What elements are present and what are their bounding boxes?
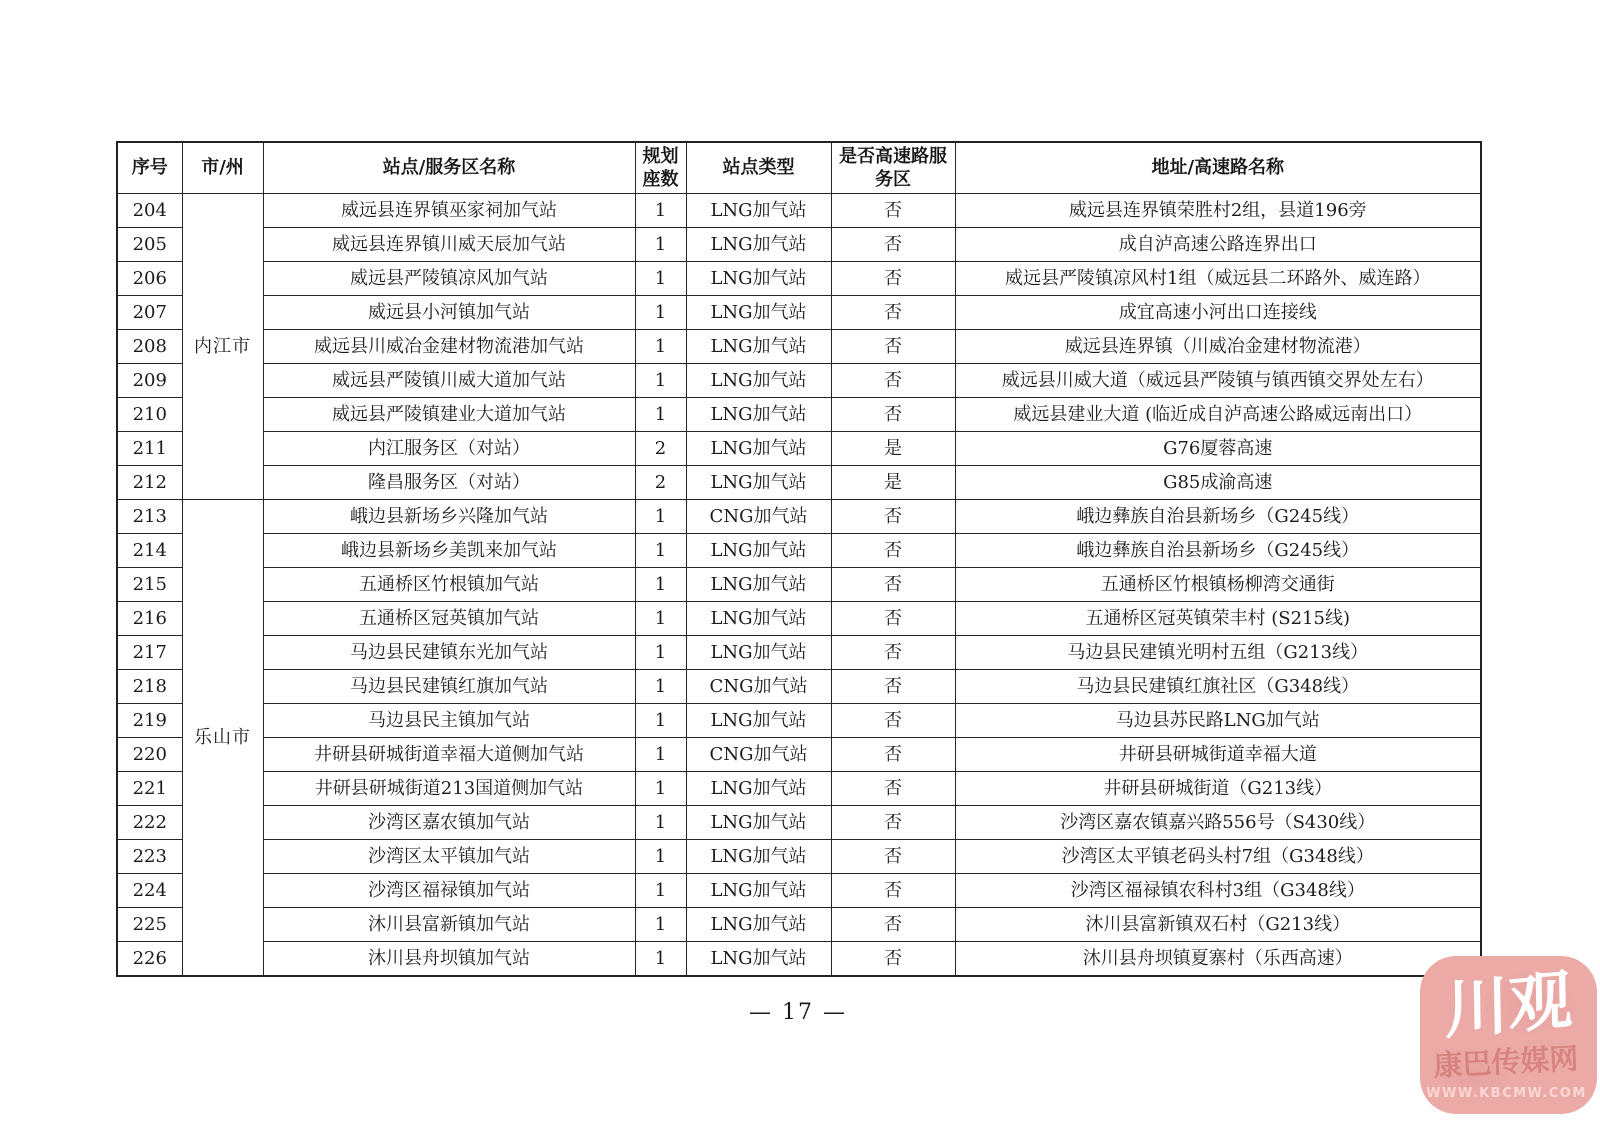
highway-flag-cell: 否	[831, 704, 955, 738]
highway-flag-cell: 否	[831, 534, 955, 568]
table-row	[117, 840, 1481, 874]
station-type-cell: LNG加气站	[686, 568, 831, 602]
table-row	[117, 568, 1481, 602]
column-header: 地址/高速路名称	[955, 142, 1481, 194]
page-number: — 17 —	[749, 1000, 847, 1025]
table-row	[117, 330, 1481, 364]
station-type-cell: LNG加气站	[686, 262, 831, 296]
table-row	[117, 772, 1481, 806]
address-cell: 成自泸高速公路连界出口	[955, 228, 1481, 262]
station-type-cell: CNG加气站	[686, 738, 831, 772]
highway-flag-cell: 否	[831, 908, 955, 942]
station-name-cell: 沙湾区太平镇加气站	[263, 840, 635, 874]
row-number-cell: 208	[117, 330, 182, 364]
row-number-cell: 211	[117, 432, 182, 466]
row-number-cell: 219	[117, 704, 182, 738]
table-row	[117, 194, 1481, 228]
address-cell: 沐川县富新镇双石村（G213线）	[955, 908, 1481, 942]
station-name-cell: 威远县严陵镇建业大道加气站	[263, 398, 635, 432]
station-name-cell: 峨边县新场乡兴隆加气站	[263, 500, 635, 534]
planned-count-cell: 2	[635, 432, 686, 466]
address-cell: 马边县民建镇红旗社区（G348线）	[955, 670, 1481, 704]
row-number-cell: 209	[117, 364, 182, 398]
station-name-cell: 马边县民建镇红旗加气站	[263, 670, 635, 704]
station-name-cell: 威远县连界镇巫家祠加气站	[263, 194, 635, 228]
station-name-cell: 五通桥区竹根镇加气站	[263, 568, 635, 602]
address-cell: 五通桥区冠英镇荣丰村 (S215线)	[955, 602, 1481, 636]
address-cell: 成宜高速小河出口连接线	[955, 296, 1481, 330]
column-header: 站点/服务区名称	[263, 142, 635, 194]
table-row	[117, 874, 1481, 908]
planned-count-cell: 1	[635, 296, 686, 330]
highway-flag-cell: 否	[831, 874, 955, 908]
highway-flag-cell: 否	[831, 942, 955, 977]
planned-count-cell: 1	[635, 908, 686, 942]
highway-flag-cell: 否	[831, 330, 955, 364]
planned-count-cell: 1	[635, 840, 686, 874]
highway-flag-cell: 否	[831, 262, 955, 296]
highway-flag-cell: 否	[831, 500, 955, 534]
row-number-cell: 221	[117, 772, 182, 806]
station-type-cell: LNG加气站	[686, 296, 831, 330]
station-type-cell: LNG加气站	[686, 534, 831, 568]
address-cell: G85成渝高速	[955, 466, 1481, 500]
row-number-cell: 217	[117, 636, 182, 670]
address-cell: 沙湾区福禄镇农科村3组（G348线）	[955, 874, 1481, 908]
column-header: 序号	[117, 142, 182, 194]
table-row	[117, 296, 1481, 330]
row-number-cell: 223	[117, 840, 182, 874]
station-name-cell: 峨边县新场乡美凯来加气站	[263, 534, 635, 568]
station-type-cell: LNG加气站	[686, 874, 831, 908]
table-row	[117, 398, 1481, 432]
station-type-cell: LNG加气站	[686, 194, 831, 228]
planned-count-cell: 1	[635, 534, 686, 568]
table-row	[117, 500, 1481, 534]
highway-flag-cell: 否	[831, 364, 955, 398]
row-number-cell: 204	[117, 194, 182, 228]
address-cell: 威远县连界镇荣胜村2组，县道196旁	[955, 194, 1481, 228]
planned-count-cell: 1	[635, 194, 686, 228]
station-name-cell: 隆昌服务区（对站）	[263, 466, 635, 500]
station-name-cell: 威远县小河镇加气站	[263, 296, 635, 330]
planned-count-cell: 1	[635, 942, 686, 977]
city-cell: 乐山市	[182, 500, 263, 977]
row-number-cell: 214	[117, 534, 182, 568]
row-number-cell: 212	[117, 466, 182, 500]
table-row	[117, 908, 1481, 942]
planned-count-cell: 1	[635, 500, 686, 534]
row-number-cell: 225	[117, 908, 182, 942]
column-header: 规划座数	[635, 142, 686, 194]
table-row	[117, 636, 1481, 670]
station-type-cell: LNG加气站	[686, 772, 831, 806]
address-cell: 峨边彝族自治县新场乡（G245线）	[955, 500, 1481, 534]
table-row	[117, 228, 1481, 262]
planned-count-cell: 1	[635, 602, 686, 636]
address-cell: 峨边彝族自治县新场乡（G245线）	[955, 534, 1481, 568]
planned-count-cell: 2	[635, 466, 686, 500]
highway-flag-cell: 否	[831, 398, 955, 432]
table-row	[117, 432, 1481, 466]
highway-flag-cell: 否	[831, 602, 955, 636]
planned-count-cell: 1	[635, 398, 686, 432]
planned-count-cell: 1	[635, 772, 686, 806]
planned-count-cell: 1	[635, 364, 686, 398]
watermark-logo-text: 川观	[1444, 962, 1573, 1049]
station-type-cell: LNG加气站	[686, 806, 831, 840]
table-row	[117, 262, 1481, 296]
planned-count-cell: 1	[635, 330, 686, 364]
address-cell: G76厦蓉高速	[955, 432, 1481, 466]
station-table	[116, 141, 1482, 977]
row-number-cell: 206	[117, 262, 182, 296]
station-name-cell: 沙湾区福禄镇加气站	[263, 874, 635, 908]
highway-flag-cell: 否	[831, 772, 955, 806]
planned-count-cell: 1	[635, 670, 686, 704]
table-row	[117, 602, 1481, 636]
row-number-cell: 210	[117, 398, 182, 432]
table-row	[117, 704, 1481, 738]
station-name-cell: 威远县川威冶金建材物流港加气站	[263, 330, 635, 364]
station-name-cell: 五通桥区冠英镇加气站	[263, 602, 635, 636]
station-name-cell: 沐川县富新镇加气站	[263, 908, 635, 942]
row-number-cell: 213	[117, 500, 182, 534]
station-name-cell: 威远县严陵镇川威大道加气站	[263, 364, 635, 398]
highway-flag-cell: 是	[831, 466, 955, 500]
watermark-badge	[1420, 956, 1597, 1114]
highway-flag-cell: 否	[831, 738, 955, 772]
station-type-cell: LNG加气站	[686, 908, 831, 942]
row-number-cell: 218	[117, 670, 182, 704]
station-type-cell: LNG加气站	[686, 704, 831, 738]
highway-flag-cell: 否	[831, 670, 955, 704]
station-name-cell: 井研县研城街道幸福大道侧加气站	[263, 738, 635, 772]
city-cell: 内江市	[182, 194, 263, 500]
address-cell: 沙湾区嘉农镇嘉兴路556号（S430线）	[955, 806, 1481, 840]
station-name-cell: 马边县民建镇东光加气站	[263, 636, 635, 670]
table-row	[117, 364, 1481, 398]
station-type-cell: LNG加气站	[686, 466, 831, 500]
planned-count-cell: 1	[635, 738, 686, 772]
row-number-cell: 226	[117, 942, 182, 977]
column-header: 是否高速路服务区	[831, 142, 955, 194]
station-name-cell: 沐川县舟坝镇加气站	[263, 942, 635, 977]
planned-count-cell: 1	[635, 806, 686, 840]
station-type-cell: LNG加气站	[686, 942, 831, 977]
planned-count-cell: 1	[635, 568, 686, 602]
station-name-cell: 内江服务区（对站）	[263, 432, 635, 466]
highway-flag-cell: 否	[831, 568, 955, 602]
station-type-cell: LNG加气站	[686, 840, 831, 874]
station-type-cell: LNG加气站	[686, 228, 831, 262]
station-type-cell: LNG加气站	[686, 432, 831, 466]
address-cell: 马边县民建镇光明村五组（G213线）	[955, 636, 1481, 670]
highway-flag-cell: 否	[831, 194, 955, 228]
planned-count-cell: 1	[635, 228, 686, 262]
station-name-cell: 井研县研城街道213国道侧加气站	[263, 772, 635, 806]
row-number-cell: 207	[117, 296, 182, 330]
watermark-site-name: 康巴传媒网	[1432, 1041, 1580, 1083]
address-cell: 沙湾区太平镇老码头村7组（G348线）	[955, 840, 1481, 874]
station-name-cell: 威远县连界镇川威天辰加气站	[263, 228, 635, 262]
station-type-cell: CNG加气站	[686, 670, 831, 704]
highway-flag-cell: 是	[831, 432, 955, 466]
highway-flag-cell: 否	[831, 636, 955, 670]
address-cell: 马边县苏民路LNG加气站	[955, 704, 1481, 738]
station-type-cell: CNG加气站	[686, 500, 831, 534]
address-cell: 井研县研城街道（G213线）	[955, 772, 1481, 806]
column-header: 站点类型	[686, 142, 831, 194]
header-row	[117, 142, 1481, 194]
highway-flag-cell: 否	[831, 806, 955, 840]
table-row	[117, 942, 1481, 977]
station-name-cell: 马边县民主镇加气站	[263, 704, 635, 738]
station-type-cell: LNG加气站	[686, 602, 831, 636]
row-number-cell: 222	[117, 806, 182, 840]
highway-flag-cell: 否	[831, 296, 955, 330]
planned-count-cell: 1	[635, 704, 686, 738]
table-row	[117, 670, 1481, 704]
planned-count-cell: 1	[635, 262, 686, 296]
row-number-cell: 224	[117, 874, 182, 908]
column-header: 市/州	[182, 142, 263, 194]
table-row	[117, 806, 1481, 840]
address-cell: 威远县连界镇（川威冶金建材物流港）	[955, 330, 1481, 364]
row-number-cell: 215	[117, 568, 182, 602]
station-table-body	[117, 194, 1481, 977]
planned-count-cell: 1	[635, 874, 686, 908]
watermark-site-url: WWW.KBCMW.COM	[1426, 1086, 1587, 1101]
station-name-cell: 沙湾区嘉农镇加气站	[263, 806, 635, 840]
station-type-cell: LNG加气站	[686, 330, 831, 364]
highway-flag-cell: 否	[831, 228, 955, 262]
row-number-cell: 205	[117, 228, 182, 262]
station-type-cell: LNG加气站	[686, 398, 831, 432]
station-type-cell: LNG加气站	[686, 364, 831, 398]
station-name-cell: 威远县严陵镇凉风加气站	[263, 262, 635, 296]
planned-count-cell: 1	[635, 636, 686, 670]
address-cell: 井研县研城街道幸福大道	[955, 738, 1481, 772]
address-cell: 威远县川威大道（威远县严陵镇与镇西镇交界处左右）	[955, 364, 1481, 398]
table-row	[117, 534, 1481, 568]
table-row	[117, 466, 1481, 500]
address-cell: 威远县严陵镇凉风村1组（威远县二环路外、威连路）	[955, 262, 1481, 296]
address-cell: 沐川县舟坝镇夏寨村（乐西高速）	[955, 942, 1481, 977]
station-type-cell: LNG加气站	[686, 636, 831, 670]
row-number-cell: 216	[117, 602, 182, 636]
address-cell: 威远县建业大道 (临近成自泸高速公路威远南出口）	[955, 398, 1481, 432]
highway-flag-cell: 否	[831, 840, 955, 874]
table-row	[117, 738, 1481, 772]
row-number-cell: 220	[117, 738, 182, 772]
address-cell: 五通桥区竹根镇杨柳湾交通街	[955, 568, 1481, 602]
